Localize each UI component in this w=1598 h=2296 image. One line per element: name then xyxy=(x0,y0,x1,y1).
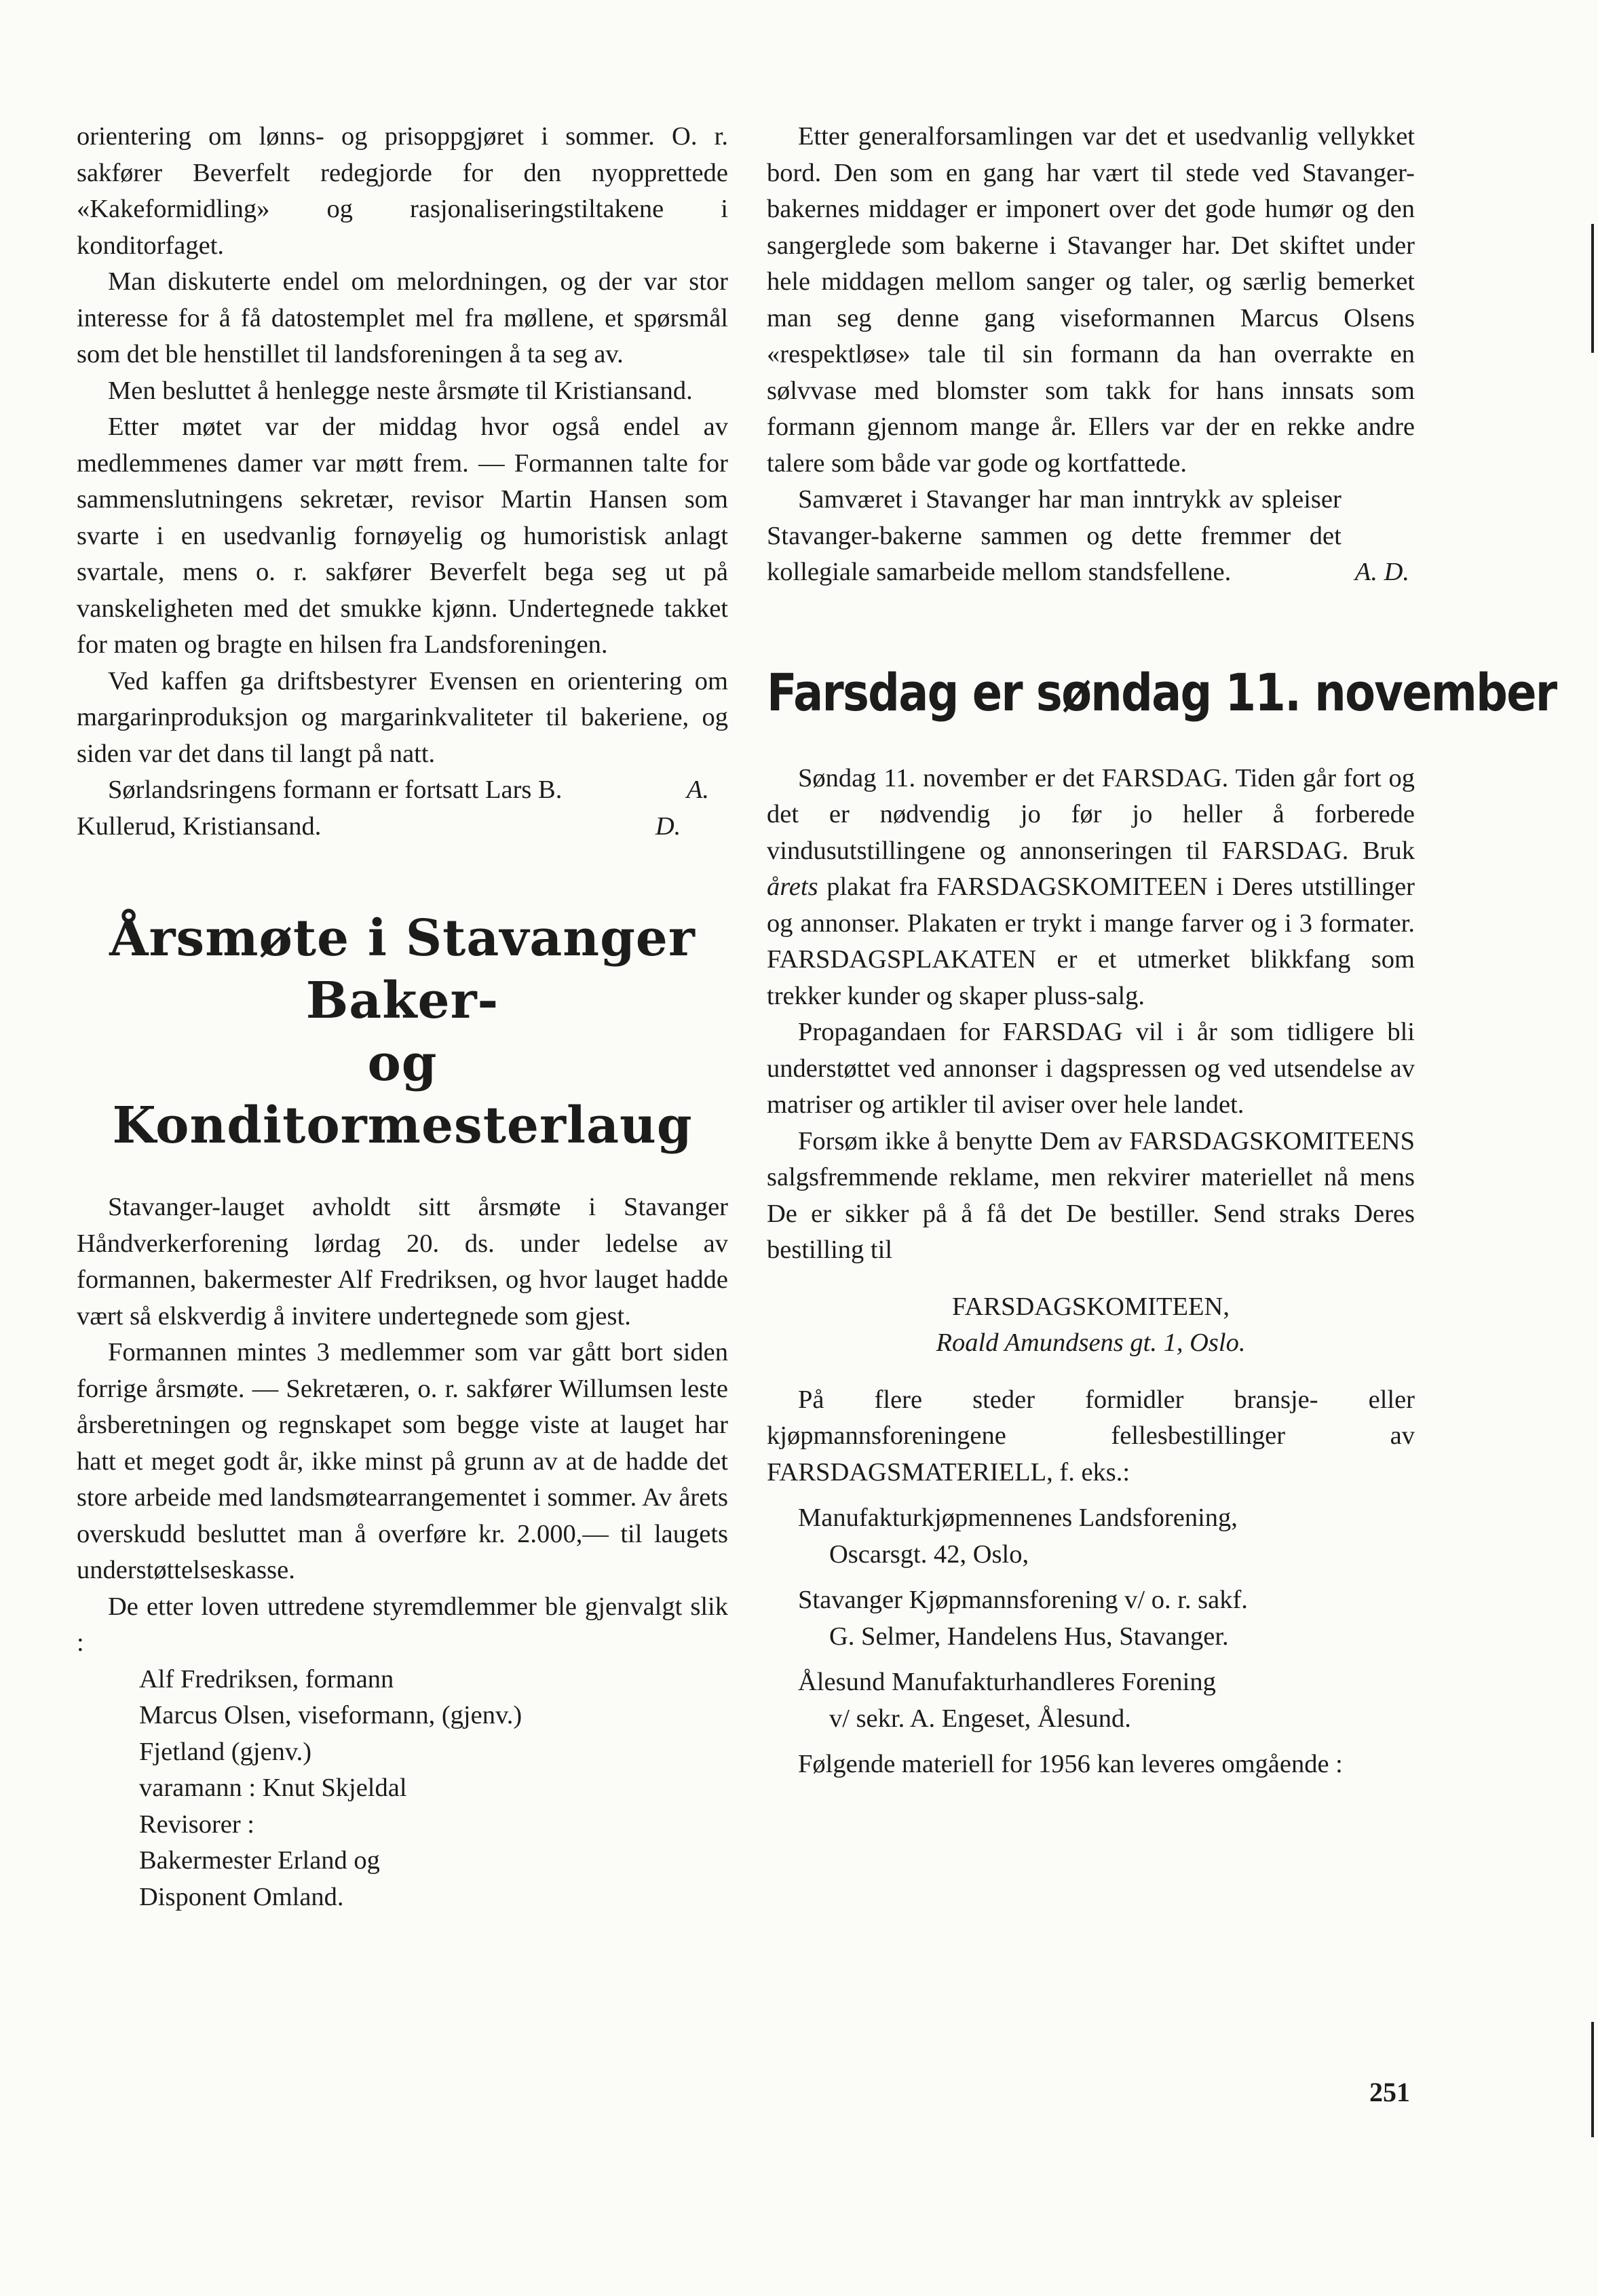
association-entry xyxy=(767,1500,1415,1573)
article-heading-farsdag: Farsdag er søndag 11. november xyxy=(767,662,1557,723)
author-signature: A. D. xyxy=(1354,558,1409,586)
closing-paragraph xyxy=(77,772,728,845)
association-entry xyxy=(767,1582,1415,1655)
paragraph: På flere steder formidler bransje- eller kjøpmannsforeningene fellesbestillinger av FARSDAGSMATERIELL, f. eks.: xyxy=(767,1385,1415,1487)
left-column xyxy=(77,119,728,1915)
page-number: 251 xyxy=(1369,2077,1410,2107)
association-line: Manufakturkjøpmennenes Landsforening, xyxy=(798,1504,1238,1532)
association-line: Stavanger Kjøpmannsforening v/ o. r. sakf. xyxy=(798,1586,1248,1614)
right-column xyxy=(767,119,1557,1783)
list-item: varamann : Knut Skjeldal xyxy=(139,1774,407,1802)
paragraph: orientering om lønns- og prisoppgjøret i sommer. O. r. sakfører Beverfelt redegjorde for den nyopprettede «Kakeformidling» og rasjonaliseringstiltakene i konditorfaget. xyxy=(77,122,728,260)
paragraph: Etter møtet var der middag hvor også endel av medlemmenes damer var møtt frem. — Formannen talte for sammenslutningens sekretær, revisor Martin Hansen som svarte i en usedvanlig fornøyelig og humoristisk anlagt svartale, mens o. r. sakfører Beverfelt bega seg ut på vanskeligheten med det smukke kjønn. Undertegnede takket for maten og bragte en hilsen fra Landsforeningen. xyxy=(77,413,728,659)
address-block xyxy=(767,1289,1415,1362)
list-item: Marcus Olsen, viseformann, (gjenv.) xyxy=(139,1701,522,1729)
scan-edge-mark xyxy=(1591,2022,1594,2137)
paragraph: De etter loven uttredene styremdlemmer ble gjenvalgt slik : xyxy=(77,1592,728,1657)
text: Søndag 11. november er det FARSDAG. Tiden går fort og det er nødvendig jo før jo heller å forberede vindusutstillingene og annonseringen til FARSDAG. Bruk xyxy=(767,763,1415,865)
list-item: Alf Fredriksen, formann xyxy=(139,1664,394,1694)
association-entry xyxy=(767,1664,1415,1737)
closing-text: Samværet i Stavanger har man inntrykk av spleiser Stavanger-bakerne sammen og dette fremmer det kollegiale samarbeide mellom standsfellene. xyxy=(767,485,1342,586)
heading-line: og Konditormesterlaug xyxy=(112,1034,693,1155)
italic-text: årets xyxy=(767,873,818,901)
closing-paragraph xyxy=(767,482,1415,591)
paragraph: Ved kaffen ga driftsbestyrer Evensen en orientering om margarinproduksjon og margarinkvaliteter til bakeriene, og siden var det dans til langt på natt. xyxy=(77,666,728,768)
closing-text: Sørlandsringens formann er fortsatt Lars B. Kullerud, Kristiansand. xyxy=(77,776,563,841)
paragraph: Forsøm ikke å benytte Dem av FARSDAGSKOMITEENS salgsfremmende reklame, men rekvirer materiellet nå mens De er sikker på å få det De bestiller. Send straks Deres bestilling til xyxy=(767,1126,1415,1264)
list-item: Fjetland (gjenv.) xyxy=(139,1737,312,1766)
heading-line: Årsmøte i Stavanger Baker- xyxy=(109,909,696,1030)
address-name: FARSDAGSKOMITEEN, xyxy=(952,1292,1230,1321)
paragraph: Stavanger-lauget avholdt sitt årsmøte i Stavanger Håndverkerforening lørdag 20. ds. under ledelse av formannen, bakermester Alf Fredriksen, og hvor lauget hadde vært så elskverdig å invitere undertegnede som gjest. xyxy=(77,1193,728,1331)
paragraph: Formannen mintes 3 medlemmer som var gått bort siden forrige årsmøte. — Sekretæren, o. r. sakfører Willumsen leste årsberetningen og regnskapet som begge viste at lauget har hatt et meget godt år, ikke minst på grunn av at de hadde det store arbeide med landsmøtearrangementet i sommer. Av årets overskudd besluttet man å overføre kr. 2.000,— til laugets understøttelseskasse. xyxy=(77,1338,728,1584)
article-heading-stavanger xyxy=(77,907,728,1157)
list-item: Bakermester Erland og xyxy=(139,1846,380,1875)
text: plakat fra FARSDAGSKOMITEEN i Deres utstillinger og annonser. Plakaten er trykt i mange farver og i 3 formater. FARSDAGSPLAKATEN er et utmerket blikkfang som trekker kunder og skaper pluss-salg. xyxy=(767,873,1415,1010)
paragraph: Men besluttet å henlegge neste årsmøte til Kristiansand. xyxy=(108,376,693,405)
paragraph: Følgende materiell for 1956 kan leveres omgående : xyxy=(798,1750,1343,1778)
list-item: Disponent Omland. xyxy=(139,1882,344,1911)
association-line: Oscarsgt. 42, Oslo, xyxy=(829,1539,1029,1569)
paragraph: Man diskuterte endel om melordningen, og der var stor interesse for å få datostemplet mel fra møllene, et spørsmål som det ble henstillet til landsforeningen å ta seg av. xyxy=(77,267,728,368)
scan-edge-mark xyxy=(1591,224,1594,353)
author-signature: A. D. xyxy=(655,776,709,841)
association-line: v/ sekr. A. Engeset, Ålesund. xyxy=(829,1704,1131,1733)
board-list xyxy=(77,1662,728,1916)
list-item: Revisorer : xyxy=(139,1810,254,1839)
paragraph xyxy=(767,761,1415,1015)
paragraph: Etter generalforsamlingen var det et usedvanlig vellykket bord. Den som en gang har vært til stede ved Stavanger-bakernes middager er imponert over det gode humør og den sangerglede som bakerne i Stavanger har. Det skiftet under hele middagen mellom sanger og taler, og særlig bemerket man seg denne gang viseformannen Marcus Olsens «respektløse» tale til sin formann da han overrakte en sølvvase med blomster som takk for hans innsats som formann gjennom mange år. Ellers var der en rekke andre talere som både var gode og kortfattede. xyxy=(767,122,1415,478)
association-line: G. Selmer, Handelens Hus, Stavanger. xyxy=(829,1622,1229,1651)
association-line: Ålesund Manufakturhandleres Forening xyxy=(798,1668,1216,1696)
address-street: Roald Amundsens gt. 1, Oslo. xyxy=(936,1328,1246,1357)
paragraph: Propagandaen for FARSDAG vil i år som tidligere bli understøttet ved annonser i dagspressen og ved utsendelse av matriser og artikler til aviser over hele landet. xyxy=(767,1018,1415,1119)
